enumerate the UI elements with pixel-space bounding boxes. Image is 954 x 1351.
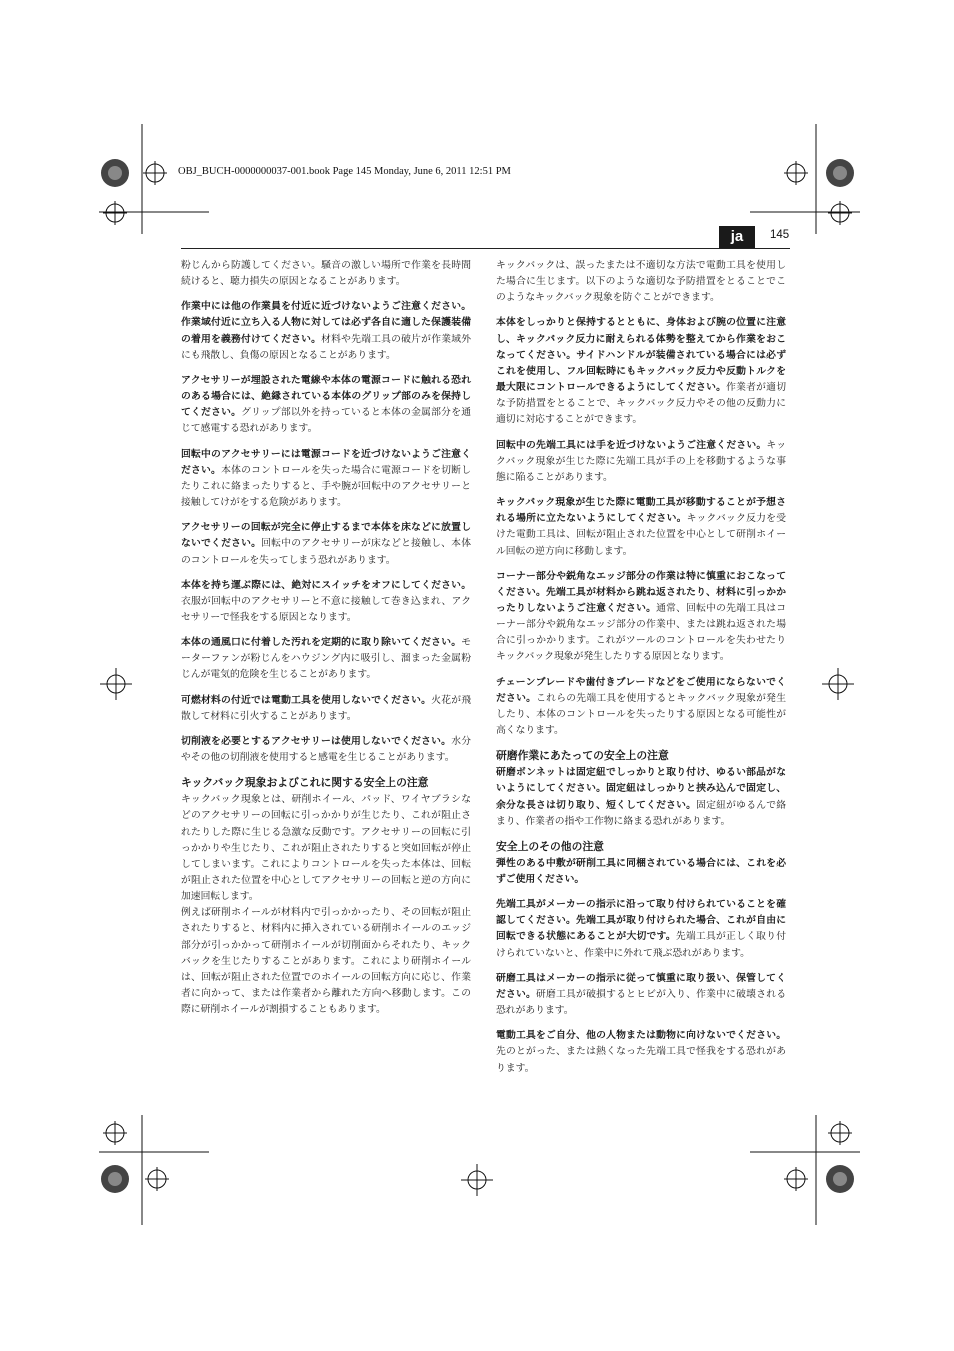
paragraph: 本体をしっかりと保持するとともに、身体および腕の位置に注意し、キックバック反力に耐えられる体勢を整えてから作業をおこなってください。サイドハンドルが装備されている場合には必ずこれを使用し、フル回転時にもキックバック反力や反動トルクを最大限にコントロールできるようにしてください。作業者が適切な予防措置をとることで、キックバック反力やその他の反動力に適切に対応することができます。 — [496, 317, 786, 426]
crop-mark-top-right — [750, 124, 860, 234]
paragraph: コーナー部分や鋭角なエッジ部分の作業は特に慎重におこなってください。先端工具が材料から跳ね返されたり、材料に引っかかったりしないようご注意ください。通常、回転中の先端工具はコーナー部分や鋭角なエッジ部分の作業中、または跳ね返された場合に引っかかります。これがツールのコントロールを失わせたりキックバック現象が発生したりする原因となります。 — [496, 570, 787, 663]
crop-mark-bottom-right — [750, 1115, 860, 1225]
paragraph: キックバックは、誤ったまたは不適切な方法で電動工具を使用した場合に生じます。以下のような適切な予防措置をとることでこのようなキックバック現象を防ぐことができます。 — [496, 260, 786, 304]
paragraph: 弾性のある中敷が研削工具に同梱されている場合には、これを必ずご使用ください。 — [496, 857, 786, 885]
section-heading: キックバック現象およびこれに関する安全上の注意 — [181, 776, 429, 790]
registration-mark-right-middle — [822, 664, 862, 704]
paragraph: アクセサリーが埋設された電線や本体の電源コードに触れる恐れのある場合には、絶縁されている本体のグリップ部のみを保持してください。グリップ部以外を持っていると本体の金属部分を通じて感電する恐れがあります。 — [181, 374, 472, 435]
section-heading: 研磨作業にあたっての安全上の注意 — [496, 749, 669, 763]
registration-mark-bottom-center — [455, 1160, 499, 1204]
print-slug: OBJ_BUCH-0000000037-001.book Page 145 Monday, June 6, 2011 12:51 PM — [178, 166, 511, 177]
paragraph: 切削液を必要とするアクセサリーは使用しないでください。水分やその他の切削液を使用すると感電を生じることがあります。 — [181, 735, 472, 764]
crop-mark-bottom-left — [99, 1115, 209, 1225]
paragraph: 先端工具がメーカーの指示に沿って取り付けられていることを確認してください。先端工具が取り付けられた場合、これが自由に回転できる状態にあることが大切です。先端工具が正しく取り付けられていないと、作業中に外れて飛ぶ恐れがあります。 — [496, 899, 787, 959]
right-column — [496, 258, 786, 1086]
paragraph: 研磨工具はメーカーの指示に従って慎重に取り扱い、保管してください。研磨工具が破損するとヒビが入り、作業中に破壊される恐れがあります。 — [496, 972, 787, 1017]
left-column — [181, 258, 471, 1018]
paragraph: 粉じんから防護してください。騒音の激しい場所で作業を長時間続けると、聴力損失の原因となることがあります。 — [181, 260, 471, 288]
header-rule — [181, 248, 790, 249]
paragraph: 回転中のアクセサリーには電源コードを近づけないようご注意ください。本体のコントロールを失った場合に電源コードを切断したりこれに絡まったりすると、手や腕が回転中のアクセサリーと接触してけがをする危険があります。 — [181, 448, 471, 509]
paragraph: 可燃材料の付近では電動工具を使用しないでください。火花が飛散して材料に引火することがあります。 — [181, 694, 472, 722]
paragraph: 作業中には他の作業員を付近に近づけないようご注意ください。作業域付近に立ち入る人物に対しては必ず各自に適した保護装備の着用を義務付けてください。材料や先端工具の破片が作業域外にも飛散し、負傷の原因となることがあります。 — [181, 301, 472, 361]
paragraph: キックバック現象が生じた際に電動工具が移動することが予想される場所に立たないようにしてください。キックバック反力を受けた電動工具は、回転が阻止された位置を中心として研削ホイール回転の逆方向に移動します。 — [496, 497, 787, 557]
paragraph: 回転中の先端工具には手を近づけないようご注意ください。キックバック現象が生じた際に先端工具が手の上を移動するような事態に陥ることがあります。 — [496, 439, 787, 483]
paragraph: アクセサリーの回転が完全に停止するまで本体を床などに放置しないでください。回転中のアクセサリーが床などと接触し、本体のコントロールを失ってしまう恐れがあります。 — [181, 522, 471, 566]
section-heading: 安全上のその他の注意 — [496, 839, 604, 853]
paragraph: 本体を持ち運ぶ際には、絶対にスイッチをオフにしてください。衣服が回転中のアクセサリーと不意に接触して巻き込まれ、アクセサリーで怪我をする原因となります。 — [181, 579, 471, 623]
registration-mark-left-middle — [100, 664, 140, 704]
paragraph: キックバック現象とは、研削ホイール、パッド、ワイヤブラシなどのアクセサリーの回転に引っかかりが生じたり、これが阻止されたりした際に生じる急激な反動です。アクセサリーの回転に引っかかりや生じたり、これが阻止されたりすると突如回転が停止してしまいます。これによりコントロールを失った本体は、回転が阻止された位置を中心としてアクセサリーの回転と逆の方向に加速回転します。 — [181, 794, 471, 903]
crop-mark-top-left — [99, 124, 209, 234]
paragraph: チェーンブレードや歯付きブレードなどをご使用にならないでください。これらの先端工具を使用するとキックバック現象が発生したり、本体のコントロールを失ったりする原因となる可能性が高くなります。 — [496, 676, 786, 737]
paragraph: 本体の通風口に付着した汚れを定期的に取り除いてください。モーターファンが粉じんをハウジング内に吸引し、溜まった金属粉じんが電気的危険を生じることがあります。 — [181, 637, 471, 681]
paragraph: 電動工具をご自分、他の人物または動物に向けないでください。先のとがった、または熱くなった先端工具で怪我をする恐れがあります。 — [496, 1030, 786, 1074]
page-number: 145 — [770, 229, 790, 241]
language-tab: ja — [719, 226, 755, 248]
paragraph: 研磨ボンネットは固定紐でしっかりと取り付け、ゆるい部品がないようにしてください。固定紐はしっかりと挟み込んで固定し、余分な長さは切り取り、短くしてください。固定紐がゆるんで絡まり、作業者の指や工作物に絡まる恐れがあります。 — [496, 767, 787, 827]
paragraph: 例えば研削ホイールが材料内で引っかかったり、その回転が阻止されたりすると、材料内に挿入されている研削ホイールのエッジ部分が引っかかって研削ホイールが切削面からそれたり、キックバックを生じたりすることがあります。これにより研削ホイールは、回転が阻止された位置でのホイールの回転方向に応じ、作業者に向かって、または作業者から離れた方向へ移動します。この際に研削ホイールが割損することもあります。 — [181, 907, 471, 1016]
